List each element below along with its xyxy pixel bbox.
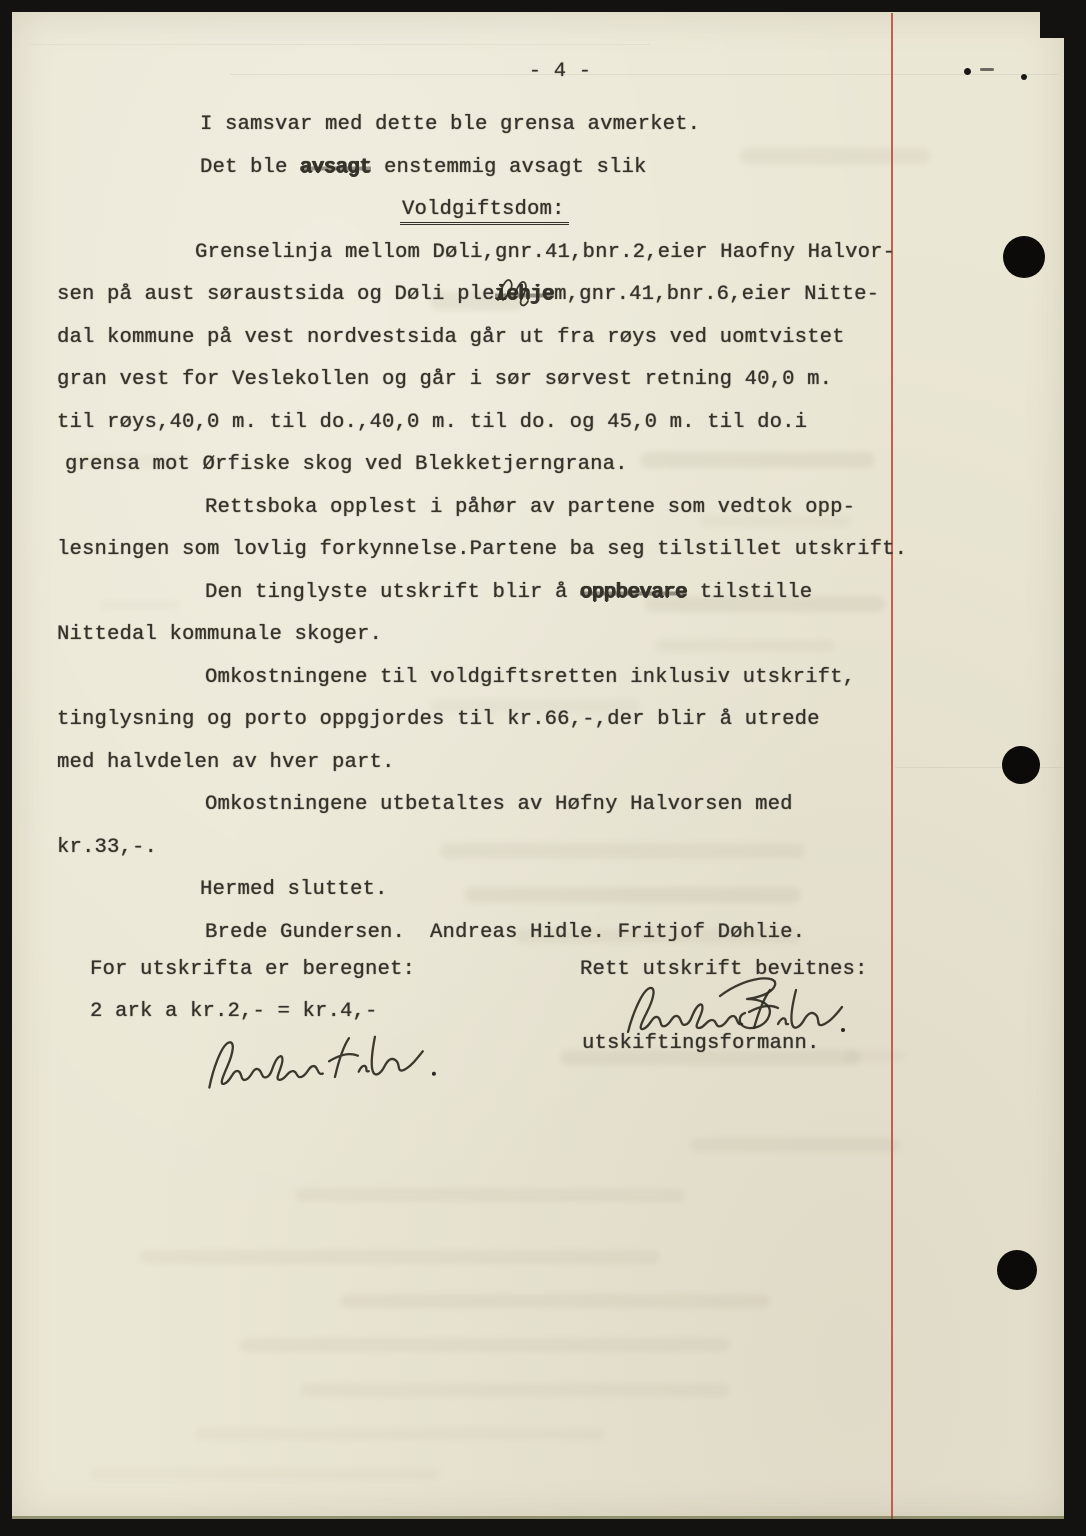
judgment-line: grensa mot Ørfiske skog ved Blekketjerngrana. xyxy=(65,453,628,476)
page-number: - 4 - xyxy=(528,60,592,83)
judgment-line: gran vest for Veslekollen og går i sør sørvest retning 40,0 m. xyxy=(57,368,833,391)
judgment-line: Omkostningene utbetaltes av Høfny Halvorsen med xyxy=(205,793,793,816)
judgment-line: Grenselinja mellom Døli,gnr.41,bnr.2,eier Haofny Halvor- xyxy=(195,240,896,264)
overstruck-word: iehje xyxy=(494,283,555,306)
punch-hole xyxy=(997,1250,1037,1290)
judgment-line: med halvdelen av hver part. xyxy=(57,750,395,774)
attestation-line: Rett utskrift bevitnes: xyxy=(580,958,868,981)
overstruck-word: avsagt xyxy=(300,155,372,179)
judgment-line: kr.33,-. xyxy=(57,835,158,859)
scan-border-bottom xyxy=(0,1519,1086,1536)
scan-border-right xyxy=(1064,0,1086,1536)
overstruck-word: oppbevare xyxy=(580,580,688,604)
signature-andreas-hidle xyxy=(612,982,847,1037)
intro-line: Det ble avsagt enstemmig avsagt slik xyxy=(200,155,647,179)
paper-crease xyxy=(230,74,1058,75)
judgment-line: Den tinglyste utskrift blir å oppbevare tilstille xyxy=(205,580,813,604)
judgment-line: Rettsboka opplest i påhør av partene som vedtok opp- xyxy=(205,495,856,519)
handwritten-correction xyxy=(492,270,540,312)
judgment-heading: Voldgiftsdom: xyxy=(57,189,942,232)
ink-speck xyxy=(964,68,971,75)
fee-note-line: 2 ark a kr.2,- = kr.4,- xyxy=(90,1000,378,1023)
ink-speck xyxy=(980,68,994,71)
closing-line: Hermed sluttet. xyxy=(200,878,388,901)
judgment-line: sen på aust søraustsida og Døli pleiehjem,gnr.41,bnr.6,eier Nitte- xyxy=(57,283,880,306)
ink-speck xyxy=(1021,74,1027,80)
arbiter-names: Brede Gundersen. Andreas Hidle. Fritjof Døhlie. xyxy=(205,920,806,944)
judgment-line: dal kommune på vest nordvestsida går ut fra røys ved uomtvistet xyxy=(57,325,845,349)
typewritten-text xyxy=(57,104,942,954)
judgment-line: tinglysning og porto oppgjordes til kr.66,-,der blir å utrede xyxy=(57,708,820,731)
scan-border-top xyxy=(0,0,1086,12)
punch-hole xyxy=(1002,746,1040,784)
fee-note-line: For utskrifta er beregnet: xyxy=(90,958,416,981)
judgment-line: til røys,40,0 m. til do.,40,0 m. til do. og 45,0 m. til do.i xyxy=(57,410,808,434)
judgment-line: Omkostningene til voldgiftsretten inklusiv utskrift, xyxy=(205,665,856,689)
scan-border-left xyxy=(0,0,12,1536)
intro-line: I samsvar med dette ble grensa avmerket. xyxy=(200,113,701,136)
attestation-title: utskiftingsformann. xyxy=(582,1032,820,1055)
judgment-line: Nittedal kommunale skoger. xyxy=(57,623,383,646)
paper-crease xyxy=(30,44,650,45)
punch-hole xyxy=(1003,236,1045,278)
judgment-line: lesningen som lovlig forkynnelse.Partene ba seg tilstillet utskrift. xyxy=(57,538,908,561)
scan-border-corner xyxy=(1040,12,1066,38)
